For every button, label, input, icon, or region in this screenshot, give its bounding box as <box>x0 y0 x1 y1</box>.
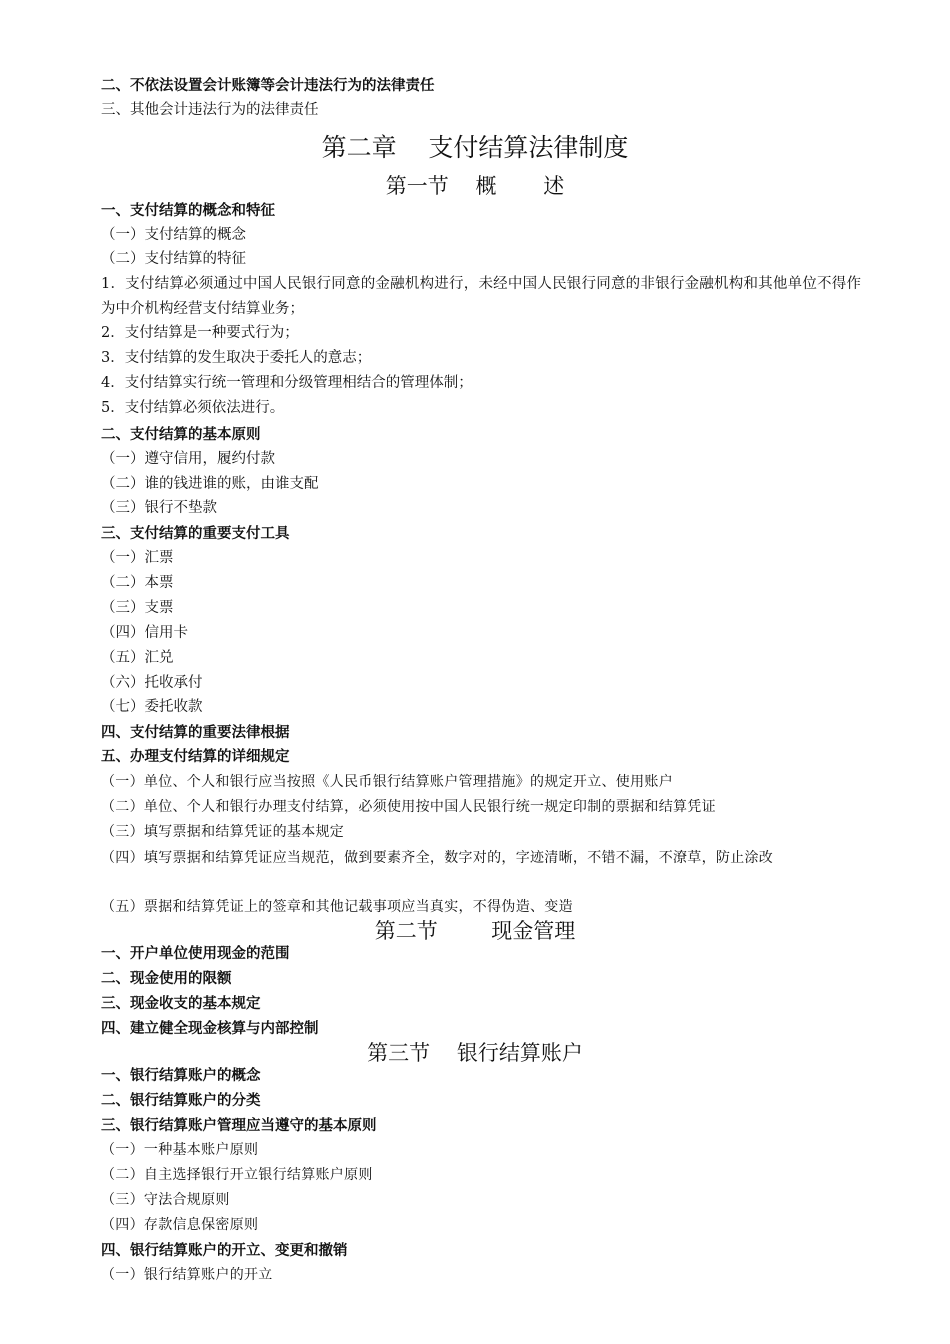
list-item: （二）支付结算的特征 <box>101 251 246 267</box>
list-item: （一）遵守信用，履约付款 <box>101 451 275 467</box>
section-title: 第三节 银行结算账户 <box>367 1041 583 1065</box>
heading-item: 一、开户单位使用现金的范围 <box>101 946 290 962</box>
chapter-title: 第二章 支付结算法律制度 <box>321 133 629 162</box>
heading-item: 二、银行结算账户的分类 <box>101 1093 261 1109</box>
list-item: （二）单位、个人和银行办理支付结算，必须使用按中国人民银行统一规定印制的票据和结算凭证 <box>101 799 716 815</box>
list-item: （二）谁的钱进谁的账，由谁支配 <box>101 476 319 492</box>
list-item: （七）委托收款 <box>101 699 203 715</box>
heading-item: 一、支付结算的概念和特征 <box>101 203 275 219</box>
section-title: 第一节 概 述 <box>385 174 565 198</box>
list-item: （二）本票 <box>101 575 174 591</box>
heading-item: 二、支付结算的基本原则 <box>101 427 261 443</box>
heading-item: 三、现金收支的基本规定 <box>101 996 261 1012</box>
section-title: 第二节 现金管理 <box>374 919 576 943</box>
list-item: 三、其他会计违法行为的法律责任 <box>101 102 319 118</box>
heading-item: 一、银行结算账户的概念 <box>101 1068 261 1084</box>
list-item: 4．支付结算实行统一管理和分级管理相结合的管理体制； <box>101 375 473 391</box>
heading-item: 四、银行结算账户的开立、变更和撤销 <box>101 1243 348 1259</box>
list-item: （一）单位、个人和银行应当按照《人民币银行结算账户管理措施》的规定开立、使用账户 <box>101 774 673 790</box>
list-item: （一）一种基本账户原则 <box>101 1142 259 1158</box>
heading-item: 二、不依法设置会计账簿等会计违法行为的法律责任 <box>101 78 435 94</box>
list-item: （一）银行结算账户的开立 <box>101 1267 273 1283</box>
list-item: （四）存款信息保密原则 <box>101 1217 259 1233</box>
heading-item: 二、现金使用的限额 <box>101 971 232 987</box>
list-item: （六）托收承付 <box>101 675 203 691</box>
heading-item: 三、银行结算账户管理应当遵守的基本原则 <box>101 1118 377 1134</box>
list-item: （三）银行不垫款 <box>101 500 217 516</box>
paragraph: （四）填写票据和结算凭证应当规范，做到要素齐全，数字对的，字迹清晰，不错不漏，不潦草，防止涂改 <box>101 850 774 866</box>
list-item: （三）守法合规原则 <box>101 1192 230 1208</box>
list-item: （五）汇兑 <box>101 650 174 666</box>
list-item: 2．支付结算是一种要式行为； <box>101 325 299 341</box>
heading-item: 四、建立健全现金核算与内部控制 <box>101 1021 319 1037</box>
list-item: 3．支付结算的发生取决于委托人的意志； <box>101 350 372 366</box>
paragraph: 1．支付结算必须通过中国人民银行同意的金融机构进行，未经中国人民银行同意的非银行金融机构和其他单位不得作为中介机构经营支付结算业务； <box>101 276 861 317</box>
heading-item: 五、办理支付结算的详细规定 <box>101 749 290 765</box>
heading-item: 四、支付结算的重要法律根据 <box>101 725 290 741</box>
heading-item: 三、支付结算的重要支付工具 <box>101 526 290 542</box>
list-item: （五）票据和结算凭证上的签章和其他记载事项应当真实，不得伪造、变造 <box>101 899 573 915</box>
list-item: （四）信用卡 <box>101 625 188 641</box>
list-item: （二）自主选择银行开立银行结算账户原则 <box>101 1167 373 1183</box>
list-item: （三）支票 <box>101 600 174 616</box>
list-item: （一）支付结算的概念 <box>101 227 246 243</box>
list-item: （一）汇票 <box>101 550 174 566</box>
list-item: （三）填写票据和结算凭证的基本规定 <box>101 824 345 840</box>
list-item: 5．支付结算必须依法进行。 <box>101 400 285 416</box>
